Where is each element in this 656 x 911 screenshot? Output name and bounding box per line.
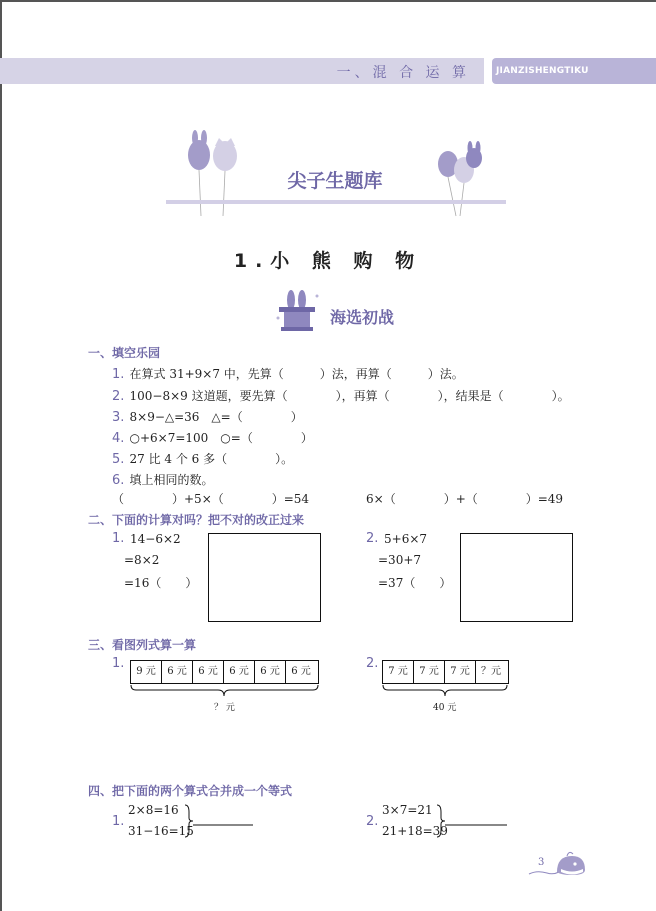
part3-q2-price-strip (382, 660, 509, 684)
part4-q1-answer-line[interactable] (184, 804, 254, 838)
part2-q1-correction-box[interactable] (208, 533, 321, 622)
subsection-title: 海选初战 (330, 308, 395, 327)
part4-heading: 四、把下面的两个算式合并成一个等式 (88, 784, 293, 798)
part2-q2-line2: =30+7 (378, 553, 422, 567)
item-text: 填上相同的数。 (129, 473, 214, 487)
price-cell: 6 元 (255, 661, 286, 683)
part3-q1-brace (130, 684, 319, 698)
page-border-left (0, 0, 2, 911)
part3-q1-price-strip (130, 660, 319, 684)
balloons-left-illustration (185, 128, 245, 218)
part1-item-3 (112, 406, 303, 425)
item-text: ○+6×7=100 ○=（ ） (129, 431, 313, 445)
balloons-right-illustration (436, 138, 492, 218)
part4-q2-eq-a: 3×7=21 (382, 803, 433, 817)
part4-q1-number: 1. (112, 814, 125, 829)
price-cell: 7 元 (445, 661, 476, 683)
part1-item-5 (112, 448, 293, 467)
part2-q2-correction-box[interactable] (460, 533, 573, 622)
part1-item-6-right: 6×（ ）+（ ）=49 (366, 492, 564, 506)
header-tag (492, 58, 656, 84)
part2-q2-line1: 5+6×7 (384, 532, 428, 546)
price-cell: 9 元 (131, 661, 162, 683)
header-section-title: 一、混 合 运 算 (336, 65, 470, 81)
part2-heading: 二、下面的计算对吗？把不对的改正过来 (88, 513, 305, 527)
banner-underline (166, 200, 506, 204)
item-text: 在算式 31+9×7 中，先算（ ）法，再算（ ）法。 (129, 367, 464, 381)
part2-q1-number: 1. (112, 531, 125, 546)
part2-q1-line2: =8×2 (124, 553, 160, 567)
part3-q1-total-label: ？ 元 (214, 703, 235, 713)
price-cell: ？元 (481, 666, 501, 677)
part1-item-4 (112, 427, 313, 446)
part4-q2-answer-line[interactable] (436, 804, 508, 838)
price-cell: 7 元 (383, 661, 414, 683)
item-number: 5. (112, 452, 125, 467)
part4-q2-eq-b: 21+18=39 (382, 824, 448, 838)
item-number: 4. (112, 431, 125, 446)
part3-q2-brace (382, 684, 509, 698)
banner-title: 尖子生题库 (287, 170, 383, 192)
item-number: 6. (112, 473, 125, 488)
item-number: 1. (112, 367, 125, 382)
part1-heading: 一、填空乐园 (88, 346, 161, 360)
lesson-title: 1.小 熊 购 物 (233, 250, 423, 272)
part2-q1-line3: =16（ ） (124, 576, 198, 590)
item-number: 2. (112, 389, 125, 404)
price-cell: 6 元 (291, 666, 311, 677)
part1-item-2 (112, 385, 570, 404)
part3-heading: 三、看图列式算一算 (88, 638, 197, 652)
part1-item-1 (112, 363, 464, 382)
part1-item-6-left: （ ）+5×（ ）=54 (112, 492, 310, 506)
item-text: 100−8×9 这道题，要先算（ ），再算（ ），结果是（ ）。 (129, 389, 570, 403)
part2-q2-line3: =37（ ） (378, 576, 452, 590)
part3-q1-number: 1. (112, 656, 125, 671)
whale-mascot-icon (527, 848, 589, 878)
header-tag-text: JIANZISHENGTIKU (496, 66, 589, 76)
magic-hat-icon (275, 288, 321, 334)
price-cell: 6 元 (193, 661, 224, 683)
part3-q2-number: 2. (366, 656, 379, 671)
page-border-top (0, 0, 656, 2)
part4-q1-eq-a: 2×8=16 (128, 803, 179, 817)
price-cell: 6 元 (162, 661, 193, 683)
part1-item-6 (112, 469, 214, 488)
item-text: 8×9−△=36 △=（ ） (129, 410, 303, 424)
part2-q2-number: 2. (366, 531, 379, 546)
page-number: 3 (538, 857, 545, 868)
part3-q2-total-label: 40 元 (433, 703, 457, 713)
part2-q1-line1: 14−6×2 (130, 532, 181, 546)
part4-q2-number: 2. (366, 814, 379, 829)
part4-q1-eq-b: 31−16=15 (128, 824, 194, 838)
item-text: 27 比 4 个 6 多（ ）。 (129, 452, 294, 466)
item-number: 3. (112, 410, 125, 425)
price-cell: 6 元 (224, 661, 255, 683)
price-cell: 7 元 (414, 661, 445, 683)
